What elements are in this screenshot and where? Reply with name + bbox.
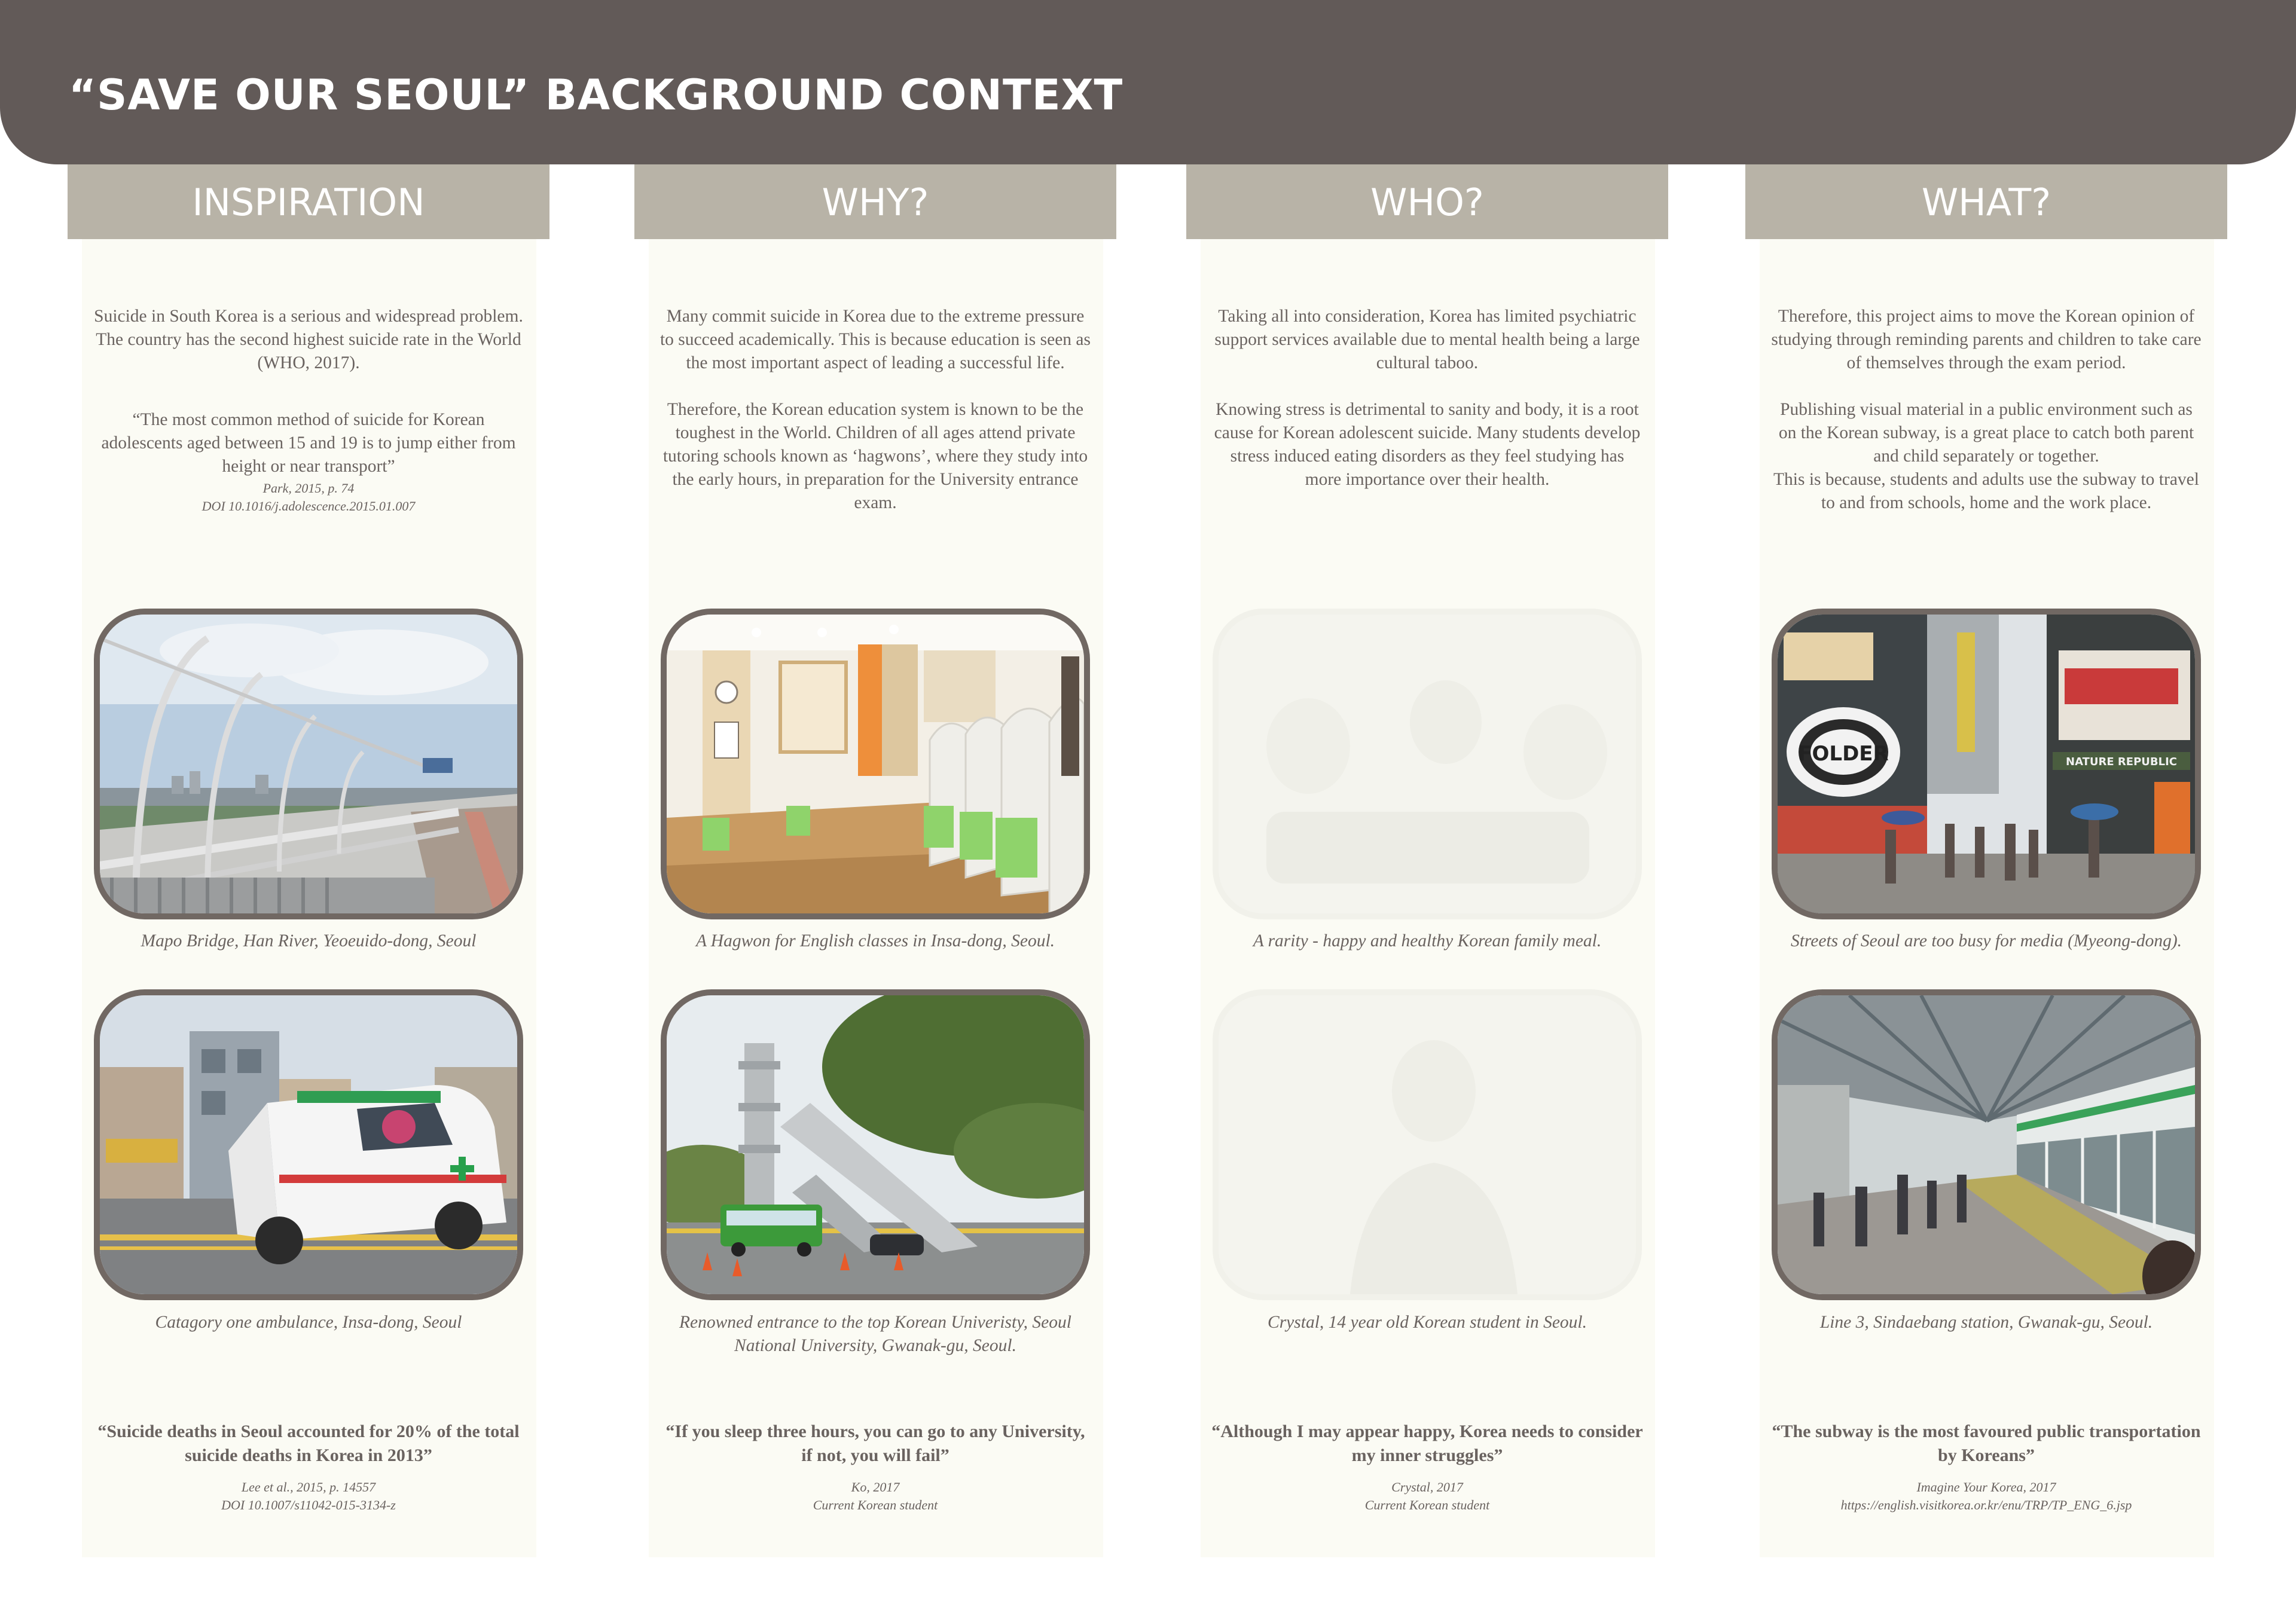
photo-ambulance xyxy=(94,989,523,1300)
column-quote: “Suicide deaths in Seoul accounted for 20% of the total suicide deaths in Korea in 2013” xyxy=(97,1422,520,1465)
photo-caption: Streets of Seoul are too busy for media (Myeong-dong). xyxy=(1790,931,2182,950)
intro-paragraph: This is because, students and adults use the subway to travel to and from schools, home and the work place. xyxy=(1773,470,2199,512)
photo-subway-station xyxy=(1772,989,2201,1300)
intro-paragraph: Therefore, this project aims to move the Korean opinion of studying through reminding parents and children to take care of themselves through the exam period. xyxy=(1771,307,2202,372)
photo-caption: A rarity - happy and healthy Korean family meal. xyxy=(1253,931,1602,950)
photo-caption: Crystal, 14 year old Korean student in Seoul. xyxy=(1268,1313,1587,1332)
column-intro xyxy=(1210,305,1644,491)
header-banner xyxy=(0,0,2296,164)
photo-caption: Line 3, Sindaebang station, Gwanak-gu, Seoul. xyxy=(1819,1313,2153,1332)
column-heading: WHAT? xyxy=(1745,164,2227,239)
quote-citation-author: Ko, 2017 xyxy=(851,1480,900,1494)
intro-paragraph: Suicide in South Korea is a serious and widespread problem. The country has the second highest suicide rate in the World (WHO, 2017). xyxy=(94,307,523,372)
photo-university-gate xyxy=(661,989,1090,1300)
intro-paragraph: Therefore, the Korean education system is known to be the toughest in the World. Children of all ages attend private tutoring schools known as ‘hagwons’, where they study into the early hours, in preparation for the University entrance exam. xyxy=(662,400,1088,512)
column-why xyxy=(634,164,1116,1557)
sign-nature-republic: NATURE REPUBLIC xyxy=(2066,756,2177,768)
photo-caption: Renowned entrance to the top Korean Univeristy, Seoul National University, Gwanak-gu, Seoul. xyxy=(679,1313,1071,1355)
intro-paragraph: Many commit suicide in Korea due to the extreme pressure to succeed academically. This is because education is seen as the most important aspect of leading a successful life. xyxy=(660,307,1091,372)
column-quote: “The subway is the most favoured public transportation by Koreans” xyxy=(1772,1422,2201,1465)
quote-citation-source: Current Korean student xyxy=(1364,1497,1490,1512)
column-quote: “Although I may appear happy, Korea needs to consider my inner struggles” xyxy=(1211,1422,1643,1465)
column-intro xyxy=(1769,305,2203,515)
intro-citation-author: Park, 2015, p. 74 xyxy=(262,481,355,496)
quote-citation-author: Imagine Your Korea, 2017 xyxy=(1916,1480,2056,1494)
intro-paragraph: Taking all into consideration, Korea has limited psychiatric support services available due to mental health being a large cultural taboo. xyxy=(1214,307,1640,372)
column-what xyxy=(1745,164,2227,1557)
quote-citation-author: Lee et al., 2015, p. 14557 xyxy=(241,1480,376,1494)
column-quote: “If you sleep three hours, you can go to any University, if not, you will fail” xyxy=(665,1422,1085,1465)
column-intro xyxy=(91,305,526,515)
quote-citation-author: Crystal, 2017 xyxy=(1391,1480,1463,1494)
intro-paragraph: Knowing stress is detrimental to sanity and body, it is a root cause for Korean adolescent suicide. Many students develop stress induced eating disorders as they feel studying has more importance over their health. xyxy=(1214,400,1641,489)
photo-student-crystal xyxy=(1213,989,1642,1300)
quote-citation-source: Current Korean student xyxy=(813,1497,938,1512)
intro-quote: “The most common method of suicide for Korean adolescents aged between 15 and 19 is to jump either from height or near transport” xyxy=(101,410,516,476)
intro-citation-doi: DOI 10.1016/j.adolescence.2015.01.007 xyxy=(201,499,416,514)
photo-caption: Mapo Bridge, Han River, Yeoeuido-dong, Seoul xyxy=(141,931,477,950)
quote-citation-url: https://english.visitkorea.or.kr/enu/TRP/TP_ENG_6.jsp xyxy=(1840,1497,2132,1512)
column-inspiration xyxy=(68,164,549,1557)
intro-paragraph: Publishing visual material in a public environment such as on the Korean subway, is a great place to catch both parent and child separately or together. xyxy=(1778,400,2194,466)
column-who xyxy=(1186,164,1668,1557)
photo-caption: A Hagwon for English classes in Insa-dong, Seoul. xyxy=(695,931,1055,950)
column-heading: WHY? xyxy=(634,164,1116,239)
photo-hagwon xyxy=(661,609,1090,919)
quote-citation-doi: DOI 10.1007/s11042-015-3134-z xyxy=(221,1497,396,1512)
photo-caption: Catagory one ambulance, Insa-dong, Seoul xyxy=(155,1313,462,1332)
photo-family-meal xyxy=(1213,609,1642,919)
photo-mapo-bridge xyxy=(94,609,523,919)
photo-myeongdong-street xyxy=(1772,609,2201,919)
column-heading: INSPIRATION xyxy=(68,164,549,239)
column-intro xyxy=(658,305,1092,515)
column-heading: WHO? xyxy=(1186,164,1668,239)
sign-folder: FOLDER xyxy=(1798,742,1889,766)
page-title: “SAVE OUR SEOUL” BACKGROUND CONTEXT xyxy=(69,71,1123,120)
